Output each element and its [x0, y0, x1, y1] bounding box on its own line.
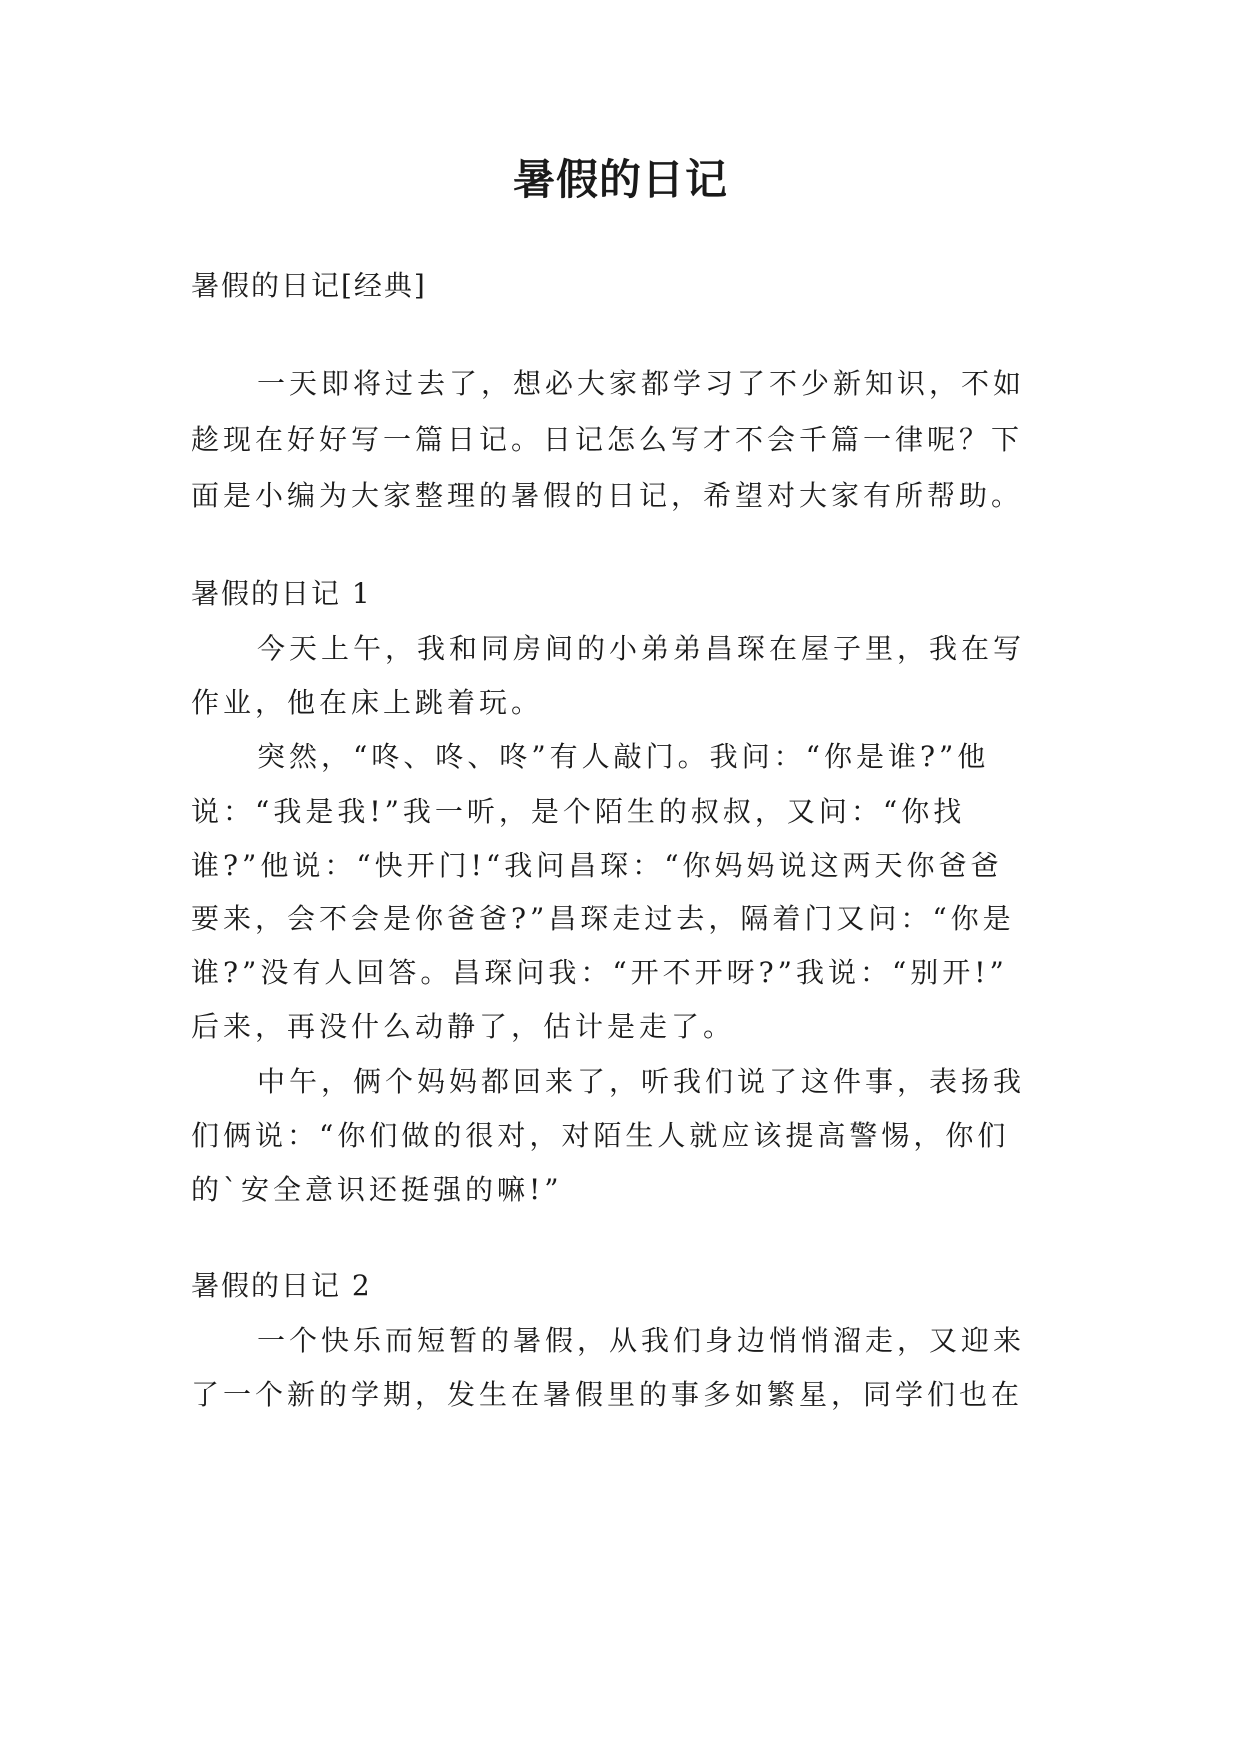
section-1-line: 中午，俩个妈妈都回来了，听我们说了这件事，表扬我 — [257, 1065, 1026, 1098]
section-1-line: 今天上午，我和同房间的小弟弟昌琛在屋子里，我在写 — [257, 632, 1026, 665]
section-1-line: 作业，他在床上跳着玩。 — [191, 686, 544, 719]
section-1-line: 谁?”他说：“快开门!“我问昌琛：“你妈妈说这两天你爸爸 — [191, 849, 1003, 882]
intro-line-3: 面是小编为大家整理的暑假的日记，希望对大家有所帮助。 — [191, 479, 1024, 512]
section-1-line: 要来，会不会是你爸爸?”昌琛走过去，隔着门又问：“你是 — [191, 902, 1015, 935]
section-2-heading: 暑假的日记 2 — [191, 1269, 372, 1302]
section-1-line: 的`安全意识还挺强的嘛!” — [191, 1173, 563, 1206]
intro-line-1: 一天即将过去了，想必大家都学习了不少新知识，不如 — [257, 367, 1026, 400]
page-title: 暑假的日记 — [512, 155, 728, 204]
document-subtitle: 暑假的日记[经典] — [191, 269, 427, 302]
section-2-line: 一个快乐而短暂的暑假，从我们身边悄悄溜走，又迎来 — [257, 1324, 1026, 1357]
section-1-heading: 暑假的日记 1 — [191, 577, 372, 610]
section-2-line: 了一个新的学期，发生在暑假里的事多如繁星，同学们也在 — [191, 1378, 1024, 1411]
intro-line-2: 趁现在好好写一篇日记。日记怎么写才不会千篇一律呢？下 — [191, 423, 1024, 456]
section-1-line: 谁?”没有人回答。昌琛问我：“开不开呀?”我说：“别开!” — [191, 956, 1008, 989]
section-1-line: 突然，“咚、咚、咚”有人敲门。我问：“你是谁?”他 — [257, 740, 990, 773]
section-1-line: 们俩说：“你们做的很对，对陌生人就应该提高警惕，你们 — [191, 1119, 1010, 1152]
section-1-line: 说：“我是我!”我一听，是个陌生的叔叔，又问：“你找 — [191, 795, 966, 828]
section-1-line: 后来，再没什么动静了，估计是走了。 — [191, 1010, 736, 1043]
